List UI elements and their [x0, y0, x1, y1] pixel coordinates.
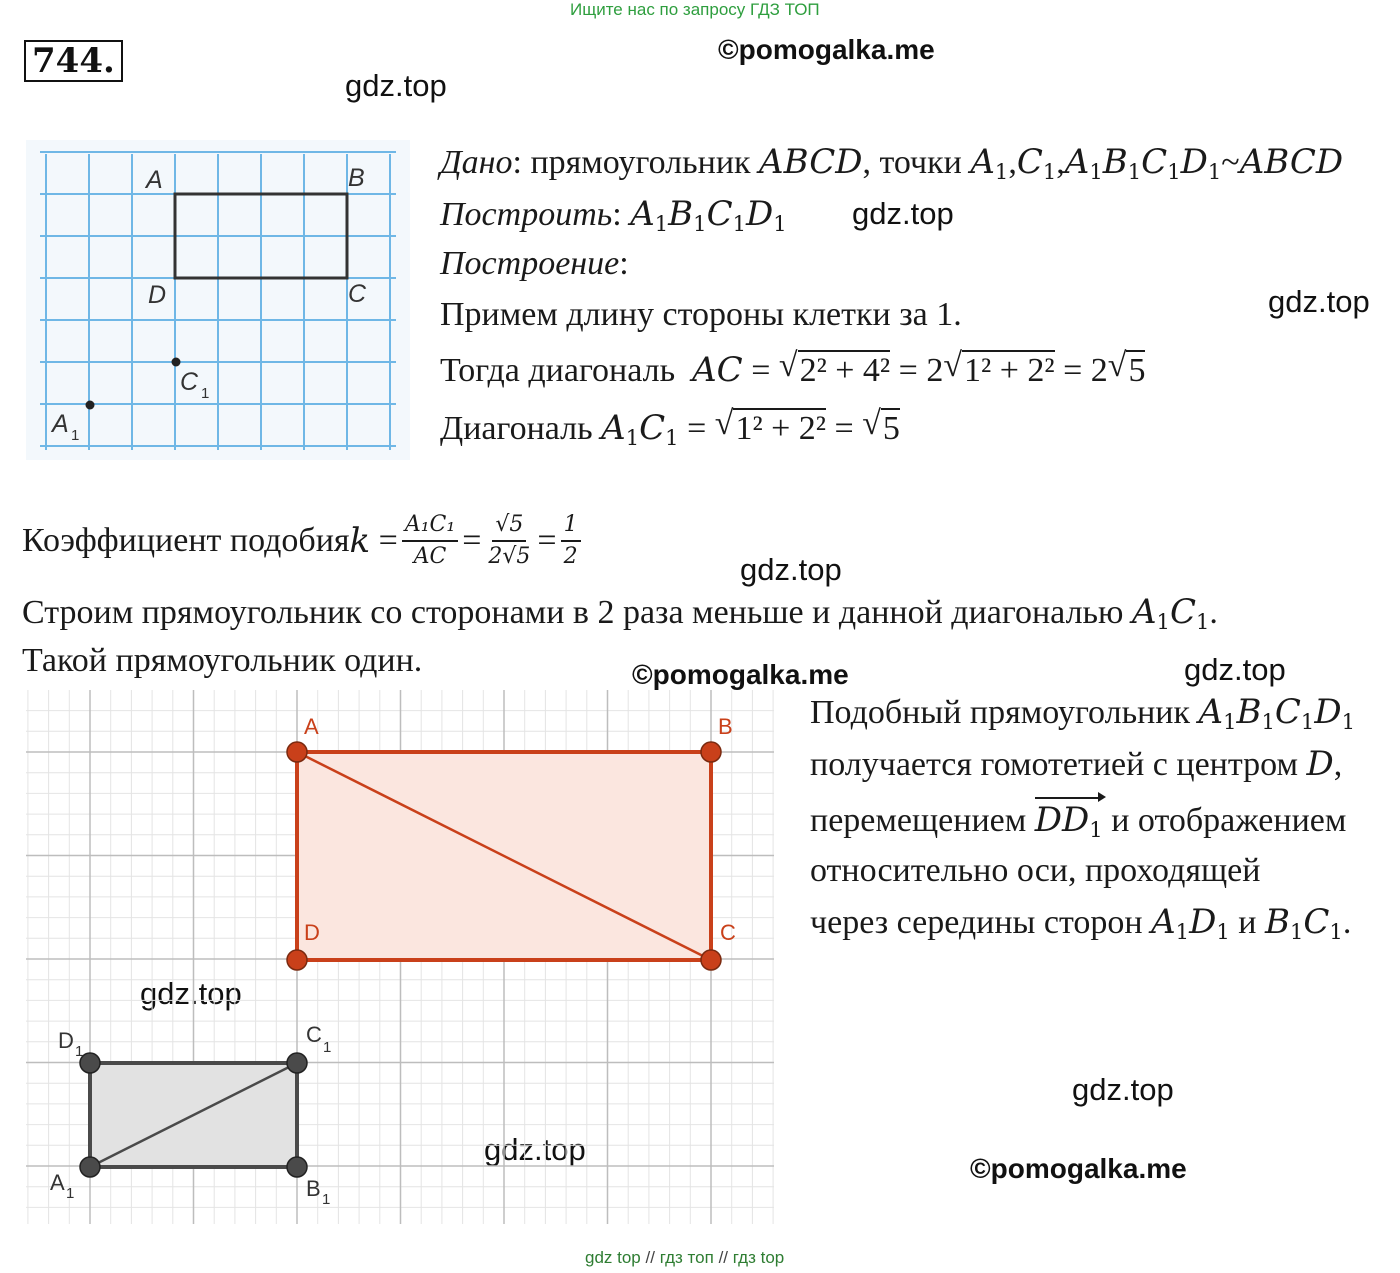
- label-c1-sub: 1: [201, 385, 210, 402]
- similar-para-line2: получается гомотетией с центром D,: [810, 744, 1343, 784]
- link-gdz-top-ru[interactable]: гдз топ: [659, 1248, 714, 1267]
- watermark-gdz: gdz.top: [1072, 1072, 1174, 1107]
- watermark-gdz: gdz.top: [1184, 652, 1286, 687]
- label-a1: A: [50, 1170, 65, 1195]
- similarity-coefficient-line: Коэффициент подобия k = $\frac{\text{A₁C₁}}{AC}$ = $\frac{√5}{2√5}$ = $\frac{1}{2}$: [22, 512, 585, 571]
- math-abcd: ABCD: [759, 142, 863, 182]
- similar-para-line3: перемещением $DD_1$ и отображением: [810, 800, 1347, 842]
- construction-line: Построение:: [440, 245, 629, 282]
- diagonal-ac-line: Тогда диагональ AC = √ 2² + 4² = 2√ 1² + 2² = 2√ 5: [440, 350, 1145, 390]
- similar-para-line4: относительно оси, проходящей: [810, 852, 1261, 889]
- watermark-gdz: gdz.top: [140, 976, 242, 1011]
- construction-figure: [26, 690, 774, 1224]
- unique-line: Такой прямоугольник один.: [22, 642, 423, 679]
- point-b1: [287, 1157, 307, 1177]
- label-d1: D: [58, 1028, 74, 1053]
- label-c1: C: [306, 1022, 322, 1047]
- watermark-pomogalka: ©pomogalka.me: [632, 659, 849, 690]
- label-b: B: [718, 714, 733, 739]
- similar-para-line5: через середины сторон $A_1D_1$ и $B_1C_1$.: [810, 902, 1352, 944]
- given-label: Дано: [440, 144, 513, 181]
- label-c: C: [348, 280, 367, 308]
- watermark-gdz: gdz.top: [740, 552, 842, 587]
- watermark-gdz: gdz.top: [345, 68, 447, 103]
- given-figure: [26, 140, 410, 460]
- svg-text:1: 1: [323, 1039, 332, 1056]
- watermark-pomogalka: ©pomogalka.me: [718, 34, 935, 65]
- watermark-gdz: gdz.top: [852, 196, 954, 231]
- watermark-gdz: gdz.top: [484, 1132, 586, 1167]
- point-c: [701, 950, 721, 970]
- build-line: Строим прямоугольник со сторонами в 2 раза меньше и данной диагональю $A_1C_1$.: [22, 592, 1218, 634]
- diagonal-a1c1-line: Диагональ $A_1C_1$ = √ 1² + 2² = √ 5: [440, 408, 900, 450]
- svg-text:1: 1: [66, 1185, 75, 1202]
- construct-line: Построить: $A_1B_1C_1D_1$: [440, 194, 787, 236]
- svg-text:1: 1: [322, 1191, 331, 1208]
- label-d: D: [148, 281, 167, 309]
- watermark-gdz: gdz.top: [1268, 284, 1370, 319]
- point-a1: [86, 401, 95, 410]
- point-d: [287, 950, 307, 970]
- label-a: A: [146, 166, 163, 194]
- label-b1: B: [306, 1176, 321, 1201]
- point-b: [701, 742, 721, 762]
- point-a: [287, 742, 307, 762]
- label-b: B: [348, 164, 365, 192]
- label-c: C: [720, 920, 736, 945]
- point-c1: [172, 358, 181, 367]
- top-banner: Ищите нас по запросу ГДЗ ТОП: [570, 0, 820, 19]
- link-gdz-top[interactable]: gdz top: [585, 1248, 641, 1267]
- label-a: A: [304, 714, 319, 739]
- label-c1: C: [180, 368, 199, 396]
- bottom-links: gdz top // гдз топ // гдз top: [585, 1248, 785, 1267]
- point-a1: [80, 1157, 100, 1177]
- svg-text:1: 1: [75, 1043, 84, 1060]
- similar-para-line1: Подобный прямоугольник $A_1B_1C_1D_1$: [810, 692, 1356, 734]
- label-a1: A: [52, 410, 69, 438]
- link-gdz-top-mixed[interactable]: гдз top: [732, 1248, 785, 1267]
- cell-length-line: Примем длину стороны клетки за 1.: [440, 296, 962, 333]
- given-line: Дано: прямоугольник ABCD, точки $A_1,C_1,A_1B_1C_1D_1\sim ABCD$: [440, 142, 1344, 184]
- label-d: D: [304, 920, 320, 945]
- problem-number: 744.: [24, 40, 123, 82]
- watermark-pomogalka: ©pomogalka.me: [970, 1153, 1187, 1184]
- label-a1-sub: 1: [71, 427, 80, 444]
- point-c1: [287, 1053, 307, 1073]
